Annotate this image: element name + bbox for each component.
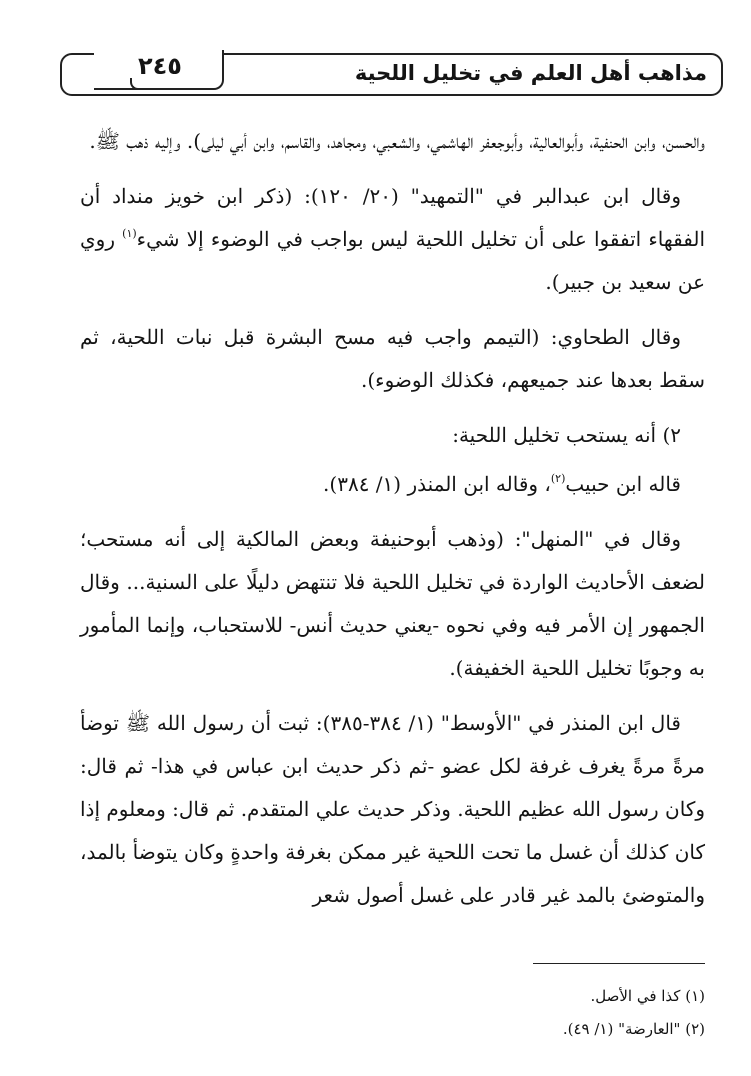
paragraph-1: والحسن، وابن الحنفية، وأبوالعالية، وأبوجعفر الهاشمي، والشعبي، ومجاهد، والقاسم، وابن أبي ليلى). وإليه ذهب ﷺ. [89,129,705,153]
paragraph-5 [80,463,705,506]
page-number-ornament [130,78,146,90]
paragraph-6: وقال في "المنهل": (وذهب أبوحنيفة وبعض المالكية إلى أنه مستحب؛ لضعف الأحاديث الواردة في تخليل اللحية فلا تنتهض دليلًا على السنية... وقال الجمهور إن الأمر فيه وفي نحوه -يعني حديث أنس- للاستحباب، وإنما المأمور به وجوبًا تخليل اللحية الخفيفة). [80,527,705,680]
footnote-ref-1[interactable]: (١) [122,227,137,240]
paragraph-7: قال ابن المنذر في "الأوسط" (١/ ٣٨٤-٣٨٥): ثبت أن رسول الله ﷺ توضأ مرةً مرةً يغرف غرفة لكل عضو -ثم ذكر حديث ابن عباس في هذا- ثم قال: وكان رسول الله عظيم اللحية. وذكر حديث علي المتقدم. ثم قال: ومعلوم إذا كان كذلك أن غسل ما تحت اللحية غير ممكن بغرفة واحدةٍ وكان يتوضأ بالمد، والمتوضئ بالمد غير قادر على غسل أصول شعر [80,711,705,907]
footnote-1: (١) كذا في الأصل. [590,987,705,1005]
running-header [60,53,723,96]
page-number: ٢٤٥ [138,52,182,80]
footnote-ref-2[interactable]: (٢) [550,472,566,485]
footnote-2: (٢) "العارضة" (١/ ٤٩). [562,1020,705,1038]
paragraph-3: وقال الطحاوي: (التيمم واجب فيه مسح البشرة قبل نبات اللحية، ثم سقط بعدها عند جميعهم، فكذلك الوضوء). [80,325,705,392]
paragraph-2 [80,175,705,304]
header-title: مذاهب أهل العلم في تخليل اللحية [354,61,707,85]
paragraph-2-text-after: روي عن سعيد بن جبير). [80,227,705,294]
paragraph-4-heading: ٢) أنه يستحب تخليل اللحية: [452,423,681,447]
paragraph-2-text-before: وقال ابن عبدالبر في "التمهيد" (٢٠/ ١٢٠): (ذكر ابن خويز منداد أن الفقهاء اتفقوا على أن تخليل اللحية ليس بواجب في الوضوء إلا شيء [80,184,706,251]
footnote-divider [533,963,705,964]
body-text [80,120,705,929]
page-number-box [94,50,224,90]
footnotes [65,980,705,1046]
paragraph-5-text-after: ، وقاله ابن المنذر (١/ ٣٨٤). [323,472,551,496]
paragraph-5-text-before: قاله ابن حبيب [565,472,681,496]
